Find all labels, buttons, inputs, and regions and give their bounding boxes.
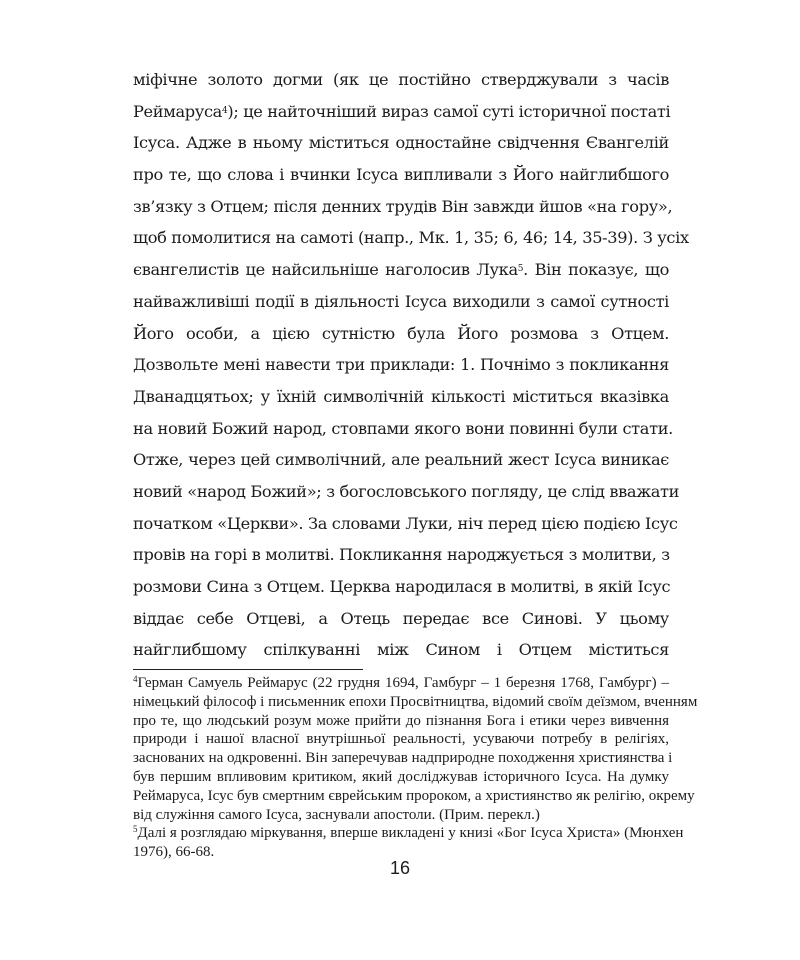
main-text [133,64,689,666]
footnote-line: Реймаруса, Ісус був смертним єврейським пророком, а християнство як релігію, окрему [133,787,695,804]
text-line: міфічне золото догми (як це постійно стверджували з часів [133,70,669,89]
text-line: про те, що слова і вчинки Ісуса випливали з Його найглибшого [133,165,669,185]
footnote-line: від служіння самого Ісуса, заснували апостоли. (Прим. перекл.) [133,806,540,823]
footnote-reference-5[interactable]: 5 [517,264,524,275]
text-line: Його особи, а цією сутністю була Його розмова з Отцем. [133,323,669,343]
text-segment: Реймаруса [133,101,222,121]
footnote-line [133,824,684,843]
footnote-line: про те, що людський розум може прийти до пізнання Бога і етики через вивчення [133,712,669,729]
text-line: початком «Церкви». За словами Луки, ніч перед цією подією Ісус [133,513,678,533]
text-segment: євангелистів це найсильніше наголосив Лука [133,260,518,280]
text-line: щоб помолитися на самоті (напр., Мк. 1, 35; 6, 46; 14, 35-39). З усіх [133,228,689,248]
text-line: найважливіші події в діяльності Ісуса виходили з самої сутності [133,291,669,311]
footnote-text: Герман Самуель Реймарус (22 грудня 1694, Гамбург – 1 березня 1768, Гамбург) – [137,675,669,691]
footnote-line: 1976), 66-68. [133,844,215,861]
text-line: Дозвольте мені навести три приклади: 1. Почнімо з покликання [133,355,669,375]
footnote-line: був першим впливовим критиком, який досліджував історичного Ісуса. На думку [133,768,669,785]
text-line: найглибшому спілкуванні між Сином і Отцем міститься [133,640,669,660]
footnote-4 [133,674,698,824]
footnote-reference-4[interactable]: 4 [221,105,228,116]
text-line: новий «народ Божий»; з богословського погляду, це слід вважати [133,481,680,501]
footnote-line: заснованих на одкровенні. Він заперечував надприродне походження християнства і [133,750,673,767]
text-line: розмови Сина з Отцем. Церква народилася в молитві, в якій Ісус [133,577,671,596]
footnote-mark: 5 [133,824,138,835]
text-line: Ісуса. Адже в ньому міститься одностайне свідчення Євангелій [133,133,669,153]
page-number: 16 [389,858,411,878]
text-segment: . Він показує, що [523,260,669,280]
text-line [133,254,669,286]
text-line: Отже, через цей символічний, але реальний жест Ісуса виникає [133,450,669,470]
text-line: зв’язку з Отцем; після денних трудів Він завжди йшов «на гору», [133,196,673,216]
text-line: на новий Божий народ, стовпами якого вони повинні були стати. [133,418,673,438]
text-segment: ); це найточніший вираз самої суті історичної постаті [227,101,671,121]
footnote-text: Далі я розглядаю міркування, вперше викладені у книзі «Бог Ісуса Христа» (Мюнхен [137,825,684,842]
footnote-separator [133,669,363,670]
footnote-line [133,674,669,693]
text-line: провів на горі в молитві. Покликання народжується з молитви, з [133,545,670,565]
footnote-line: природи і нашої власної внутрішньої реальності, усуваючи потребу в релігіях, [133,731,669,748]
footnotes [133,674,698,862]
text-line: Дванадцятьох; у їхній символічній кількості міститься вказівка [133,386,669,406]
footnote-line: німецький філософ і письменник епохи Просвітництва, відомий своїм деїзмом, вченням [133,693,698,710]
text-line: віддає себе Отцеві, а Отець передає все Синові. У цьому [133,608,669,628]
text-line [133,96,669,128]
footnote-mark: 4 [133,674,138,684]
footnote-5 [133,824,684,862]
